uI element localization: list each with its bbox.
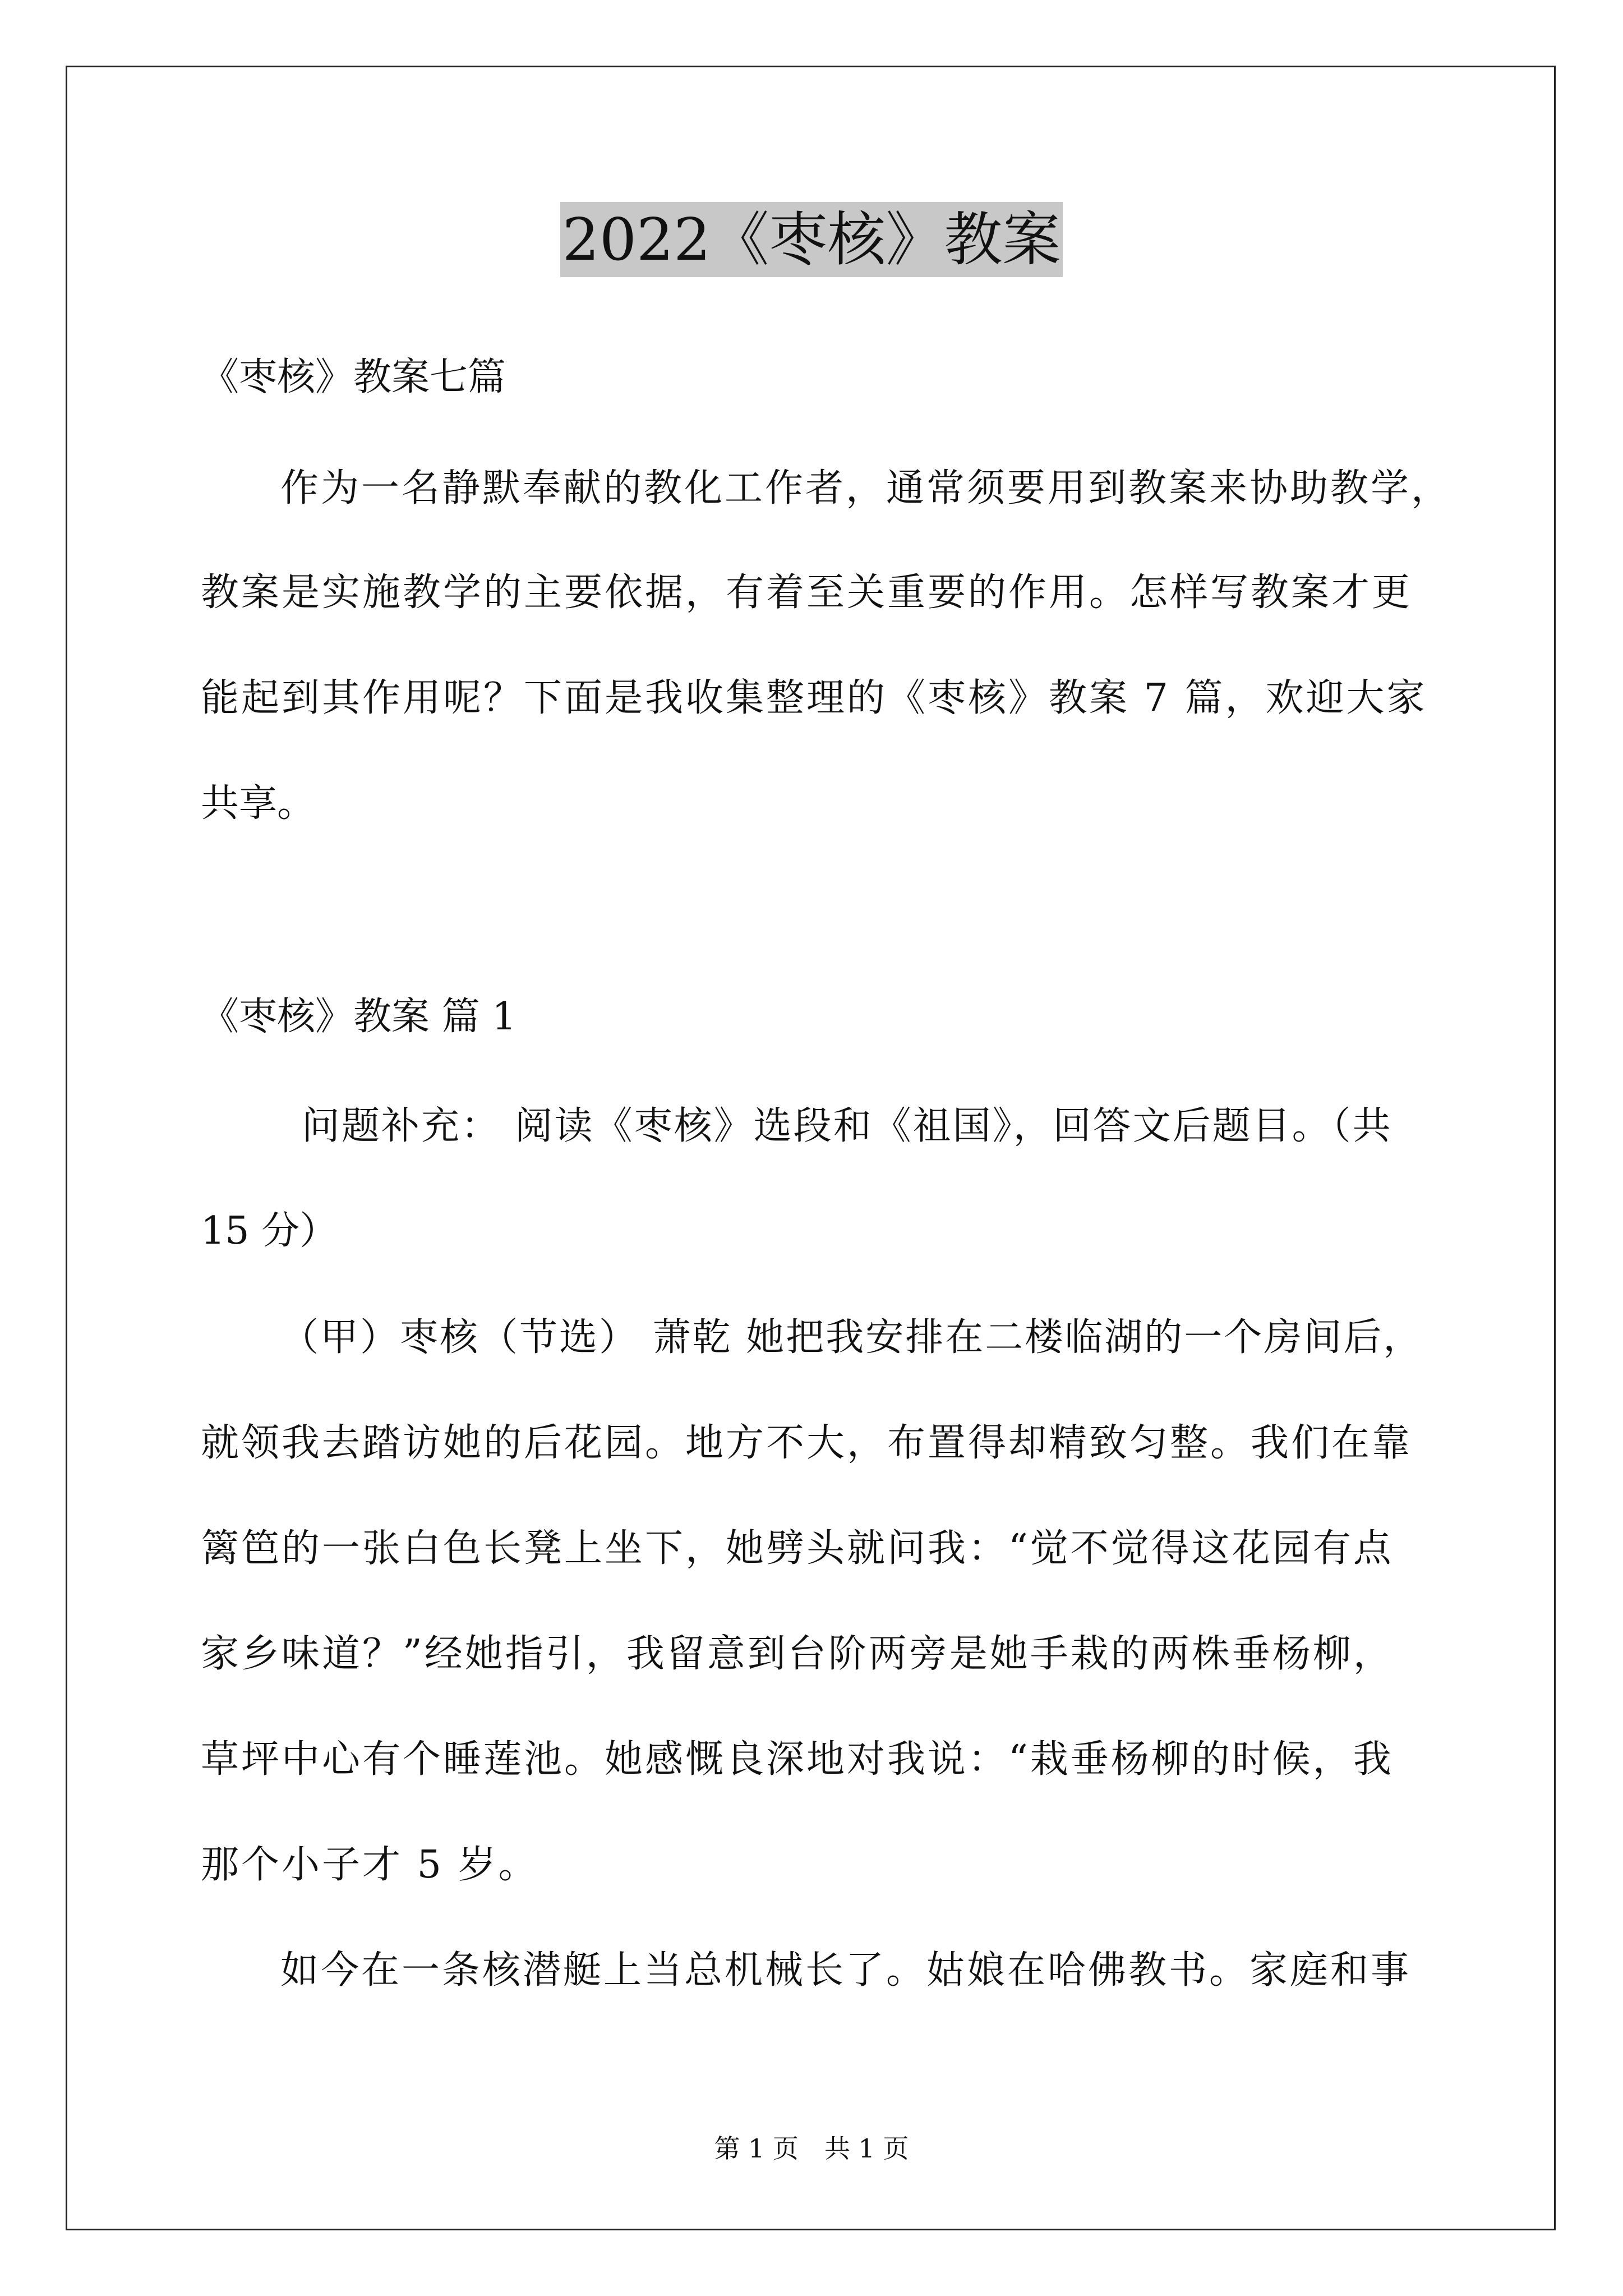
question-line: 15 分） (201, 1209, 338, 1253)
intro-line: 能起到其作用呢？下面是我收集整理的《枣核》教案 7 篇，欢迎大家 (201, 676, 1427, 720)
document-title (0, 203, 1623, 276)
page-footer: 第 1 页 共 1 页 (714, 2133, 909, 2164)
intro-line: 作为一名静默奉献的教化工作者，通常须要用到教案来协助教学， (280, 466, 1452, 510)
intro-line: 教案是实施教学的主要依据，有着至关重要的作用。怎样写教案才更 (201, 570, 1413, 615)
continuation-line: 如今在一条核潜艇上当总机械长了。姑娘在哈佛教书。家庭和事 (280, 1948, 1412, 1993)
section-heading: 《枣核》教案 篇 1 (201, 995, 517, 1039)
passage-line: （甲）枣核（节选） 萧乾 她把我安排在二楼临湖的一个房间后， (280, 1315, 1423, 1360)
passage-line: 草坪中心有个睡莲池。她感慨良深地对我说：“栽垂杨柳的时候，我 (201, 1737, 1394, 1782)
passage-line: 就领我去踏访她的后花园。地方不大，布置得却精致匀整。我们在靠 (201, 1421, 1413, 1465)
passage-line: 篱笆的一张白色长凳上坐下，她劈头就问我：“觉不觉得这花园有点 (201, 1526, 1394, 1571)
intro-line: 共享。 (201, 781, 316, 826)
passage-line: 家乡味道？”经她指引，我留意到台阶两旁是她手栽的两株垂杨柳， (201, 1632, 1394, 1676)
question-line: 问题补充： 阅读《枣核》选段和《祖国》，回答文后题目。（共 (302, 1104, 1393, 1148)
document-subtitle: 《枣核》教案七篇 (201, 355, 506, 399)
document-title-text: 2022《枣核》教案 (560, 202, 1063, 277)
passage-line: 那个小子才 5 岁。 (201, 1843, 539, 1887)
